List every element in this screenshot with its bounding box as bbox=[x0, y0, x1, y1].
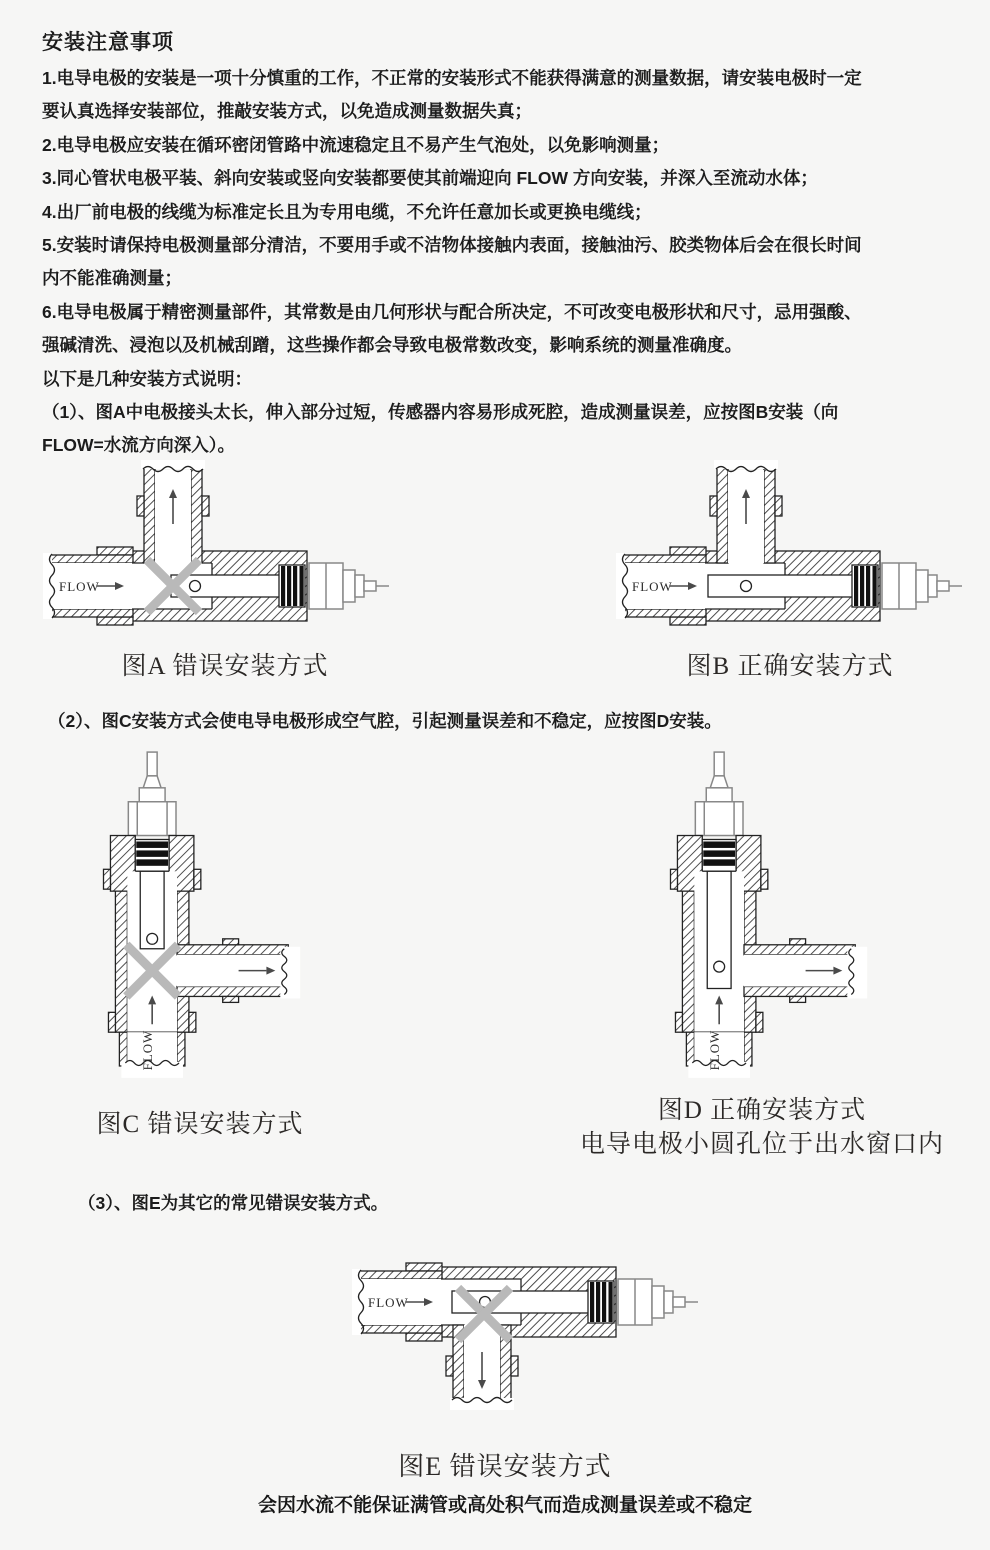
pipe-wall bbox=[620, 609, 706, 617]
pipe-wall bbox=[511, 1356, 518, 1376]
body-line: 内不能准确测量； bbox=[42, 268, 182, 289]
electrode bbox=[171, 575, 281, 597]
electrode-hole bbox=[147, 933, 158, 944]
flow-label: FLOW bbox=[707, 1029, 723, 1071]
pipe-wall bbox=[97, 617, 133, 625]
pipe-wall bbox=[189, 1012, 196, 1032]
pipe-wall bbox=[108, 1012, 115, 1032]
pipe-wall bbox=[744, 1032, 752, 1066]
pipe-wall bbox=[223, 939, 239, 945]
electrode-connector bbox=[309, 563, 389, 609]
figure-d-caption-line1: 图D 正确安装方式 bbox=[657, 1097, 867, 1124]
electrode-hole bbox=[741, 581, 752, 592]
pipe-wall bbox=[682, 891, 694, 1032]
figure-e-diagram bbox=[352, 1244, 732, 1419]
figure-b-caption: 图B 正确安装方式 bbox=[686, 653, 894, 680]
pipe-wall bbox=[177, 891, 189, 947]
note-2: （2）、图C安装方式会使电导电极形成空气腔，引起测量误差和不稳定，应按图D安装。 bbox=[48, 711, 722, 731]
pipe-wall bbox=[144, 468, 155, 563]
installation-notes bbox=[42, 62, 977, 463]
pipe-wall bbox=[686, 1032, 694, 1066]
seal-rings bbox=[702, 839, 736, 871]
body-line: FLOW=水流方向深入）。 bbox=[42, 435, 235, 456]
figure-a-caption: 图A 错误安装方式 bbox=[121, 653, 329, 680]
pipe-wall bbox=[790, 996, 806, 1002]
body-line: 以下是几种安装方式说明： bbox=[42, 368, 252, 389]
figure-b-diagram bbox=[616, 458, 990, 650]
body-line: 4.出厂前电极的线缆为标准定长且为专用电缆，不允许任意加长或更换电缆线； bbox=[42, 201, 652, 222]
tee-fitting-drawing bbox=[616, 458, 990, 650]
pipe-wall bbox=[47, 555, 133, 563]
body-line: 要认真选择安装部位，推敲安装方式，以免造成测量数据失真； bbox=[42, 101, 532, 122]
pipe-wall bbox=[717, 468, 728, 563]
flow-label: FLOW bbox=[632, 579, 673, 594]
pipe-wall bbox=[675, 1012, 682, 1032]
electrode bbox=[707, 871, 731, 988]
seal-rings bbox=[588, 1281, 614, 1323]
electrode-connector bbox=[618, 1279, 698, 1325]
pipe-wall bbox=[177, 1032, 185, 1066]
note-3: （3）、图E为其它的常见错误安装方式。 bbox=[78, 1193, 389, 1213]
pipe-wall bbox=[202, 496, 209, 516]
pipe-wall bbox=[756, 1012, 763, 1032]
body-line: 5.安装时请保持电极测量部分清洁，不要用手或不洁物体接触内表面，接触油污、胶类物体后会在很长时间 bbox=[42, 234, 862, 255]
electrode-connector bbox=[695, 752, 743, 835]
pipe-wall bbox=[137, 496, 144, 516]
pipe-wall bbox=[670, 617, 706, 625]
pipe-wall bbox=[406, 1333, 442, 1341]
seal-rings bbox=[279, 565, 305, 607]
electrode bbox=[708, 575, 854, 597]
flow-label: FLOW bbox=[368, 1295, 409, 1310]
pipe-wall bbox=[764, 468, 775, 563]
body-line: 6.电导电极属于精密测量部件，其常数是由几何形状与配合所决定，不可改变电极形状和尺寸，忌用强酸、 bbox=[42, 301, 862, 322]
figure-c-diagram bbox=[28, 748, 326, 1078]
figure-e-subcaption: 会因水流不能保证满管或高处积气而造成测量误差或不稳定 bbox=[257, 1495, 752, 1516]
electrode-hole bbox=[190, 581, 201, 592]
flow-label: FLOW bbox=[140, 1029, 156, 1071]
pipe-wall bbox=[670, 547, 706, 555]
seal-rings bbox=[135, 839, 169, 871]
pipe-wall bbox=[790, 939, 806, 945]
pipe-wall bbox=[177, 987, 288, 997]
pipe-wall bbox=[670, 869, 677, 889]
pipe-wall bbox=[710, 496, 717, 516]
pipe-wall bbox=[47, 609, 133, 617]
pipe-wall bbox=[223, 996, 239, 1002]
pipe-wall bbox=[744, 945, 855, 955]
pipe-wall bbox=[191, 468, 202, 563]
pipe-wall bbox=[194, 869, 201, 889]
pipe-wall bbox=[103, 869, 110, 889]
pipe-wall bbox=[177, 945, 288, 955]
body-line: 3.同心管状电极平装、斜向安装或竖向安装都要使其前端迎向 FLOW 方向安装，并深入至流动水体； bbox=[42, 168, 818, 189]
pipe-wall bbox=[177, 994, 189, 1032]
electrode bbox=[140, 871, 164, 948]
pipe-wall bbox=[744, 994, 756, 1032]
pipe-wall bbox=[620, 555, 706, 563]
body-line: 1.电导电极的安装是一项十分慎重的工作，不正常的安装形式不能获得满意的测量数据，请安装电极时一定 bbox=[42, 68, 862, 88]
pipe-wall bbox=[744, 891, 756, 947]
electrode-connector bbox=[128, 752, 176, 835]
pipe-wall bbox=[356, 1271, 442, 1279]
electrode-connector bbox=[882, 563, 962, 609]
tee-fitting-drawing bbox=[43, 458, 423, 650]
body-line: （1）、图A中电极接头太长，伸入部分过短，传感器内容易形成死腔，造成测量误差，应按图B安装（向 bbox=[42, 401, 839, 422]
figure-c-caption: 图C 错误安装方式 bbox=[96, 1111, 304, 1138]
pipe-wall bbox=[406, 1263, 442, 1271]
figure-a-diagram bbox=[43, 458, 423, 650]
pipe-wall bbox=[119, 1032, 127, 1066]
body-line: 2.电导电极应安装在循环密闭管路中流速稳定且不易产生气泡处，以免影响测量； bbox=[42, 134, 670, 155]
flow-label: FLOW bbox=[59, 579, 100, 594]
page-title: 安装注意事项 bbox=[42, 31, 174, 54]
tee-fitting-drawing bbox=[28, 748, 326, 1078]
tee-fitting-drawing bbox=[595, 748, 893, 1078]
pipe-wall bbox=[446, 1356, 453, 1376]
pipe-wall bbox=[775, 496, 782, 516]
tee-fitting-drawing bbox=[352, 1244, 732, 1419]
pipe-wall bbox=[356, 1325, 442, 1333]
body-line: 强碱清洗、浸泡以及机械刮蹭，这些操作都会导致电极常数改变，影响系统的测量准确度。 bbox=[42, 335, 742, 356]
figure-e-caption: 图E 错误安装方式 bbox=[398, 1452, 612, 1481]
pipe-wall bbox=[744, 987, 855, 997]
pipe-wall bbox=[115, 891, 127, 1032]
electrode-hole bbox=[714, 961, 725, 972]
pipe-wall bbox=[97, 547, 133, 555]
pipe-wall bbox=[761, 869, 768, 889]
figure-d-diagram bbox=[595, 748, 893, 1078]
seal-rings bbox=[852, 565, 878, 607]
figure-d-caption-line2: 电导电极小圆孔位于出水窗口内 bbox=[579, 1131, 944, 1158]
